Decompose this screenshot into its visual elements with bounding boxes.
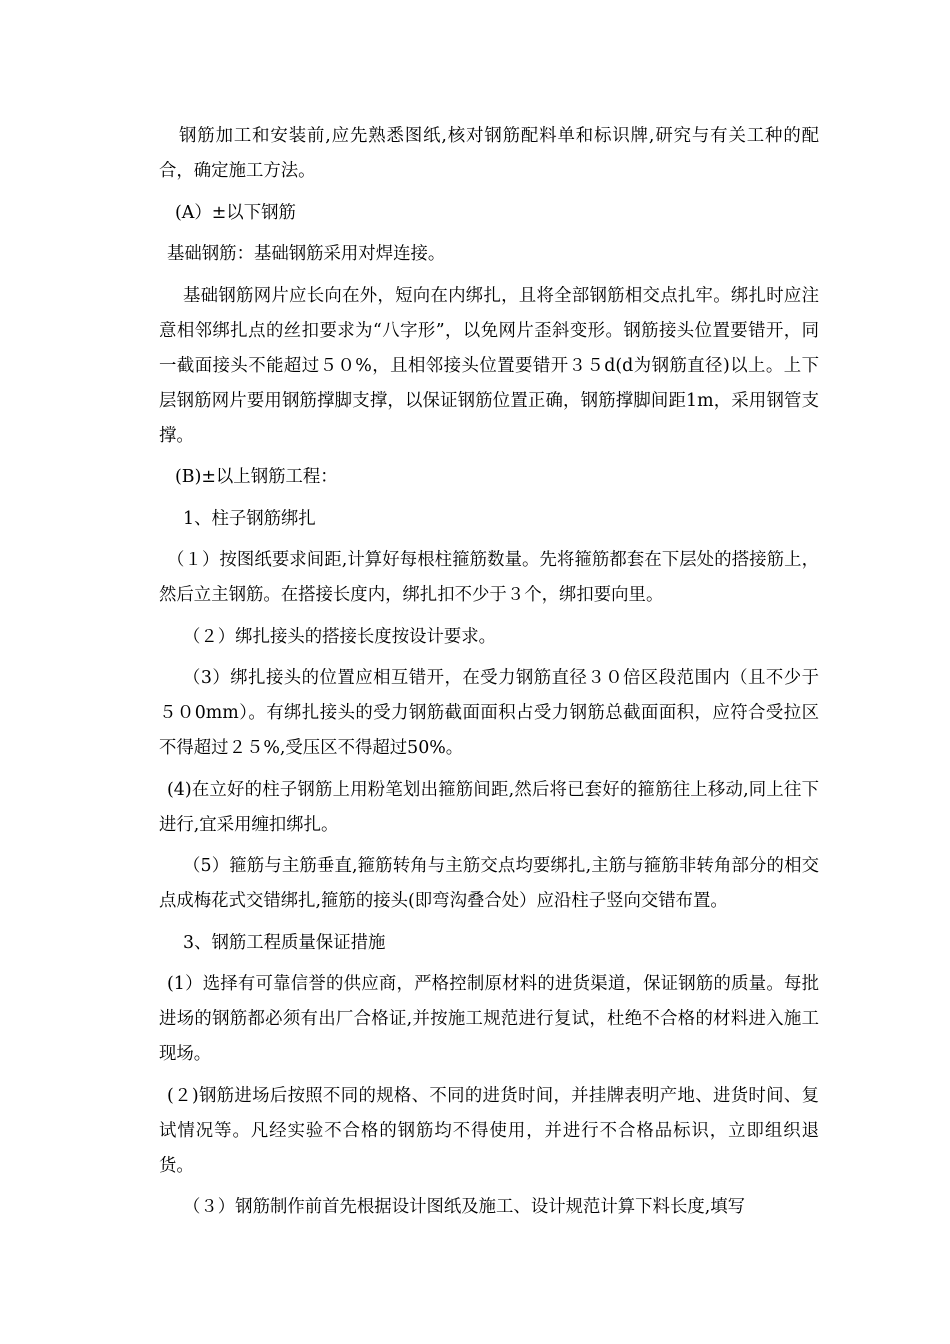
heading-quality-measures: 3、钢筋工程质量保证措施 — [183, 932, 386, 953]
paragraph-item-3: （3）绑扎接头的位置应相互错开，在受力钢筋直径３０倍区段范围内（且不少于５０0mm）。有绑扎接头的受力钢筋截面面积占受力钢筋总截面面积，应符合受拉区不得超过２５%,受压区不得超过50%。 — [159, 668, 819, 758]
heading-above-zero-rebar: (B)±以上钢筋工程： — [175, 467, 338, 487]
paragraph-foundation-mesh: 基础钢筋网片应长向在外，短向在内绑扎，且将全部钢筋相交点扎牢。绑扎时应注意相邻绑扎点的丝扣要求为“八字形”，以免网片歪斜变形。钢筋接头位置要错开，同一截面接头不能超过５０%，且相邻接头位置要错开３５d(d为钢筋直径)以上。上下层钢筋网片要用钢筋撑脚支撑，以保证钢筋位置正确，钢筋撑脚间距1m，采用钢管支撑。 — [159, 285, 819, 446]
paragraph-item-4: (4)在立好的柱子钢筋上用粉笔划出箍筋间距,然后将已套好的箍筋往上移动,同上往下进行,宜采用缠扣绑扎。 — [159, 779, 819, 835]
heading-column-rebar-binding: 1、柱子钢筋绑扎 — [183, 508, 316, 529]
paragraph-quality-2: (２)钢筋进场后按照不同的规格、不同的进货时间，并挂牌表明产地、进货时间、复试情况等。凡经实验不合格的钢筋均不得使用，并进行不合格品标识，立即组织退货。 — [159, 1085, 819, 1176]
paragraph-intro: 钢筋加工和安装前,应先熟悉图纸,核对钢筋配料单和标识牌,研究与有关工种的配合，确定施工方法。 — [159, 126, 819, 181]
paragraph-foundation-rebar: 基础钢筋：基础钢筋采用对焊连接。 — [167, 244, 446, 264]
paragraph-item-2: （２）绑扎接头的搭接长度按设计要求。 — [183, 626, 497, 647]
heading-below-zero-rebar: (A）±以下钢筋 — [175, 202, 296, 223]
document-body — [159, 119, 819, 1232]
paragraph-item-5: （5）箍筋与主筋垂直,箍筋转角与主筋交点均要绑扎,主筋与箍筋非转角部分的相交点成梅花式交错绑扎,箍筋的接头(即弯沟叠合处）应沿柱子竖向交错布置。 — [159, 856, 819, 911]
paragraph-quality-1: (1）选择有可靠信誉的供应商，严格控制原材料的进货渠道，保证钢筋的质量。每批进场的钢筋都必须有出厂合格证,并按施工规范进行复试，杜绝不合格的材料进入施工现场。 — [159, 974, 819, 1064]
paragraph-quality-3: （３）钢筋制作前首先根据设计图纸及施工、设计规范计算下料长度,填写 — [183, 1197, 746, 1217]
paragraph-item-1: （１）按图纸要求间距,计算好每根柱箍筋数量。先将箍筋都套在下层处的搭接筋上，然后立主钢筋。在搭接长度内，绑扎扣不少于３个，绑扣要向里。 — [159, 550, 819, 605]
